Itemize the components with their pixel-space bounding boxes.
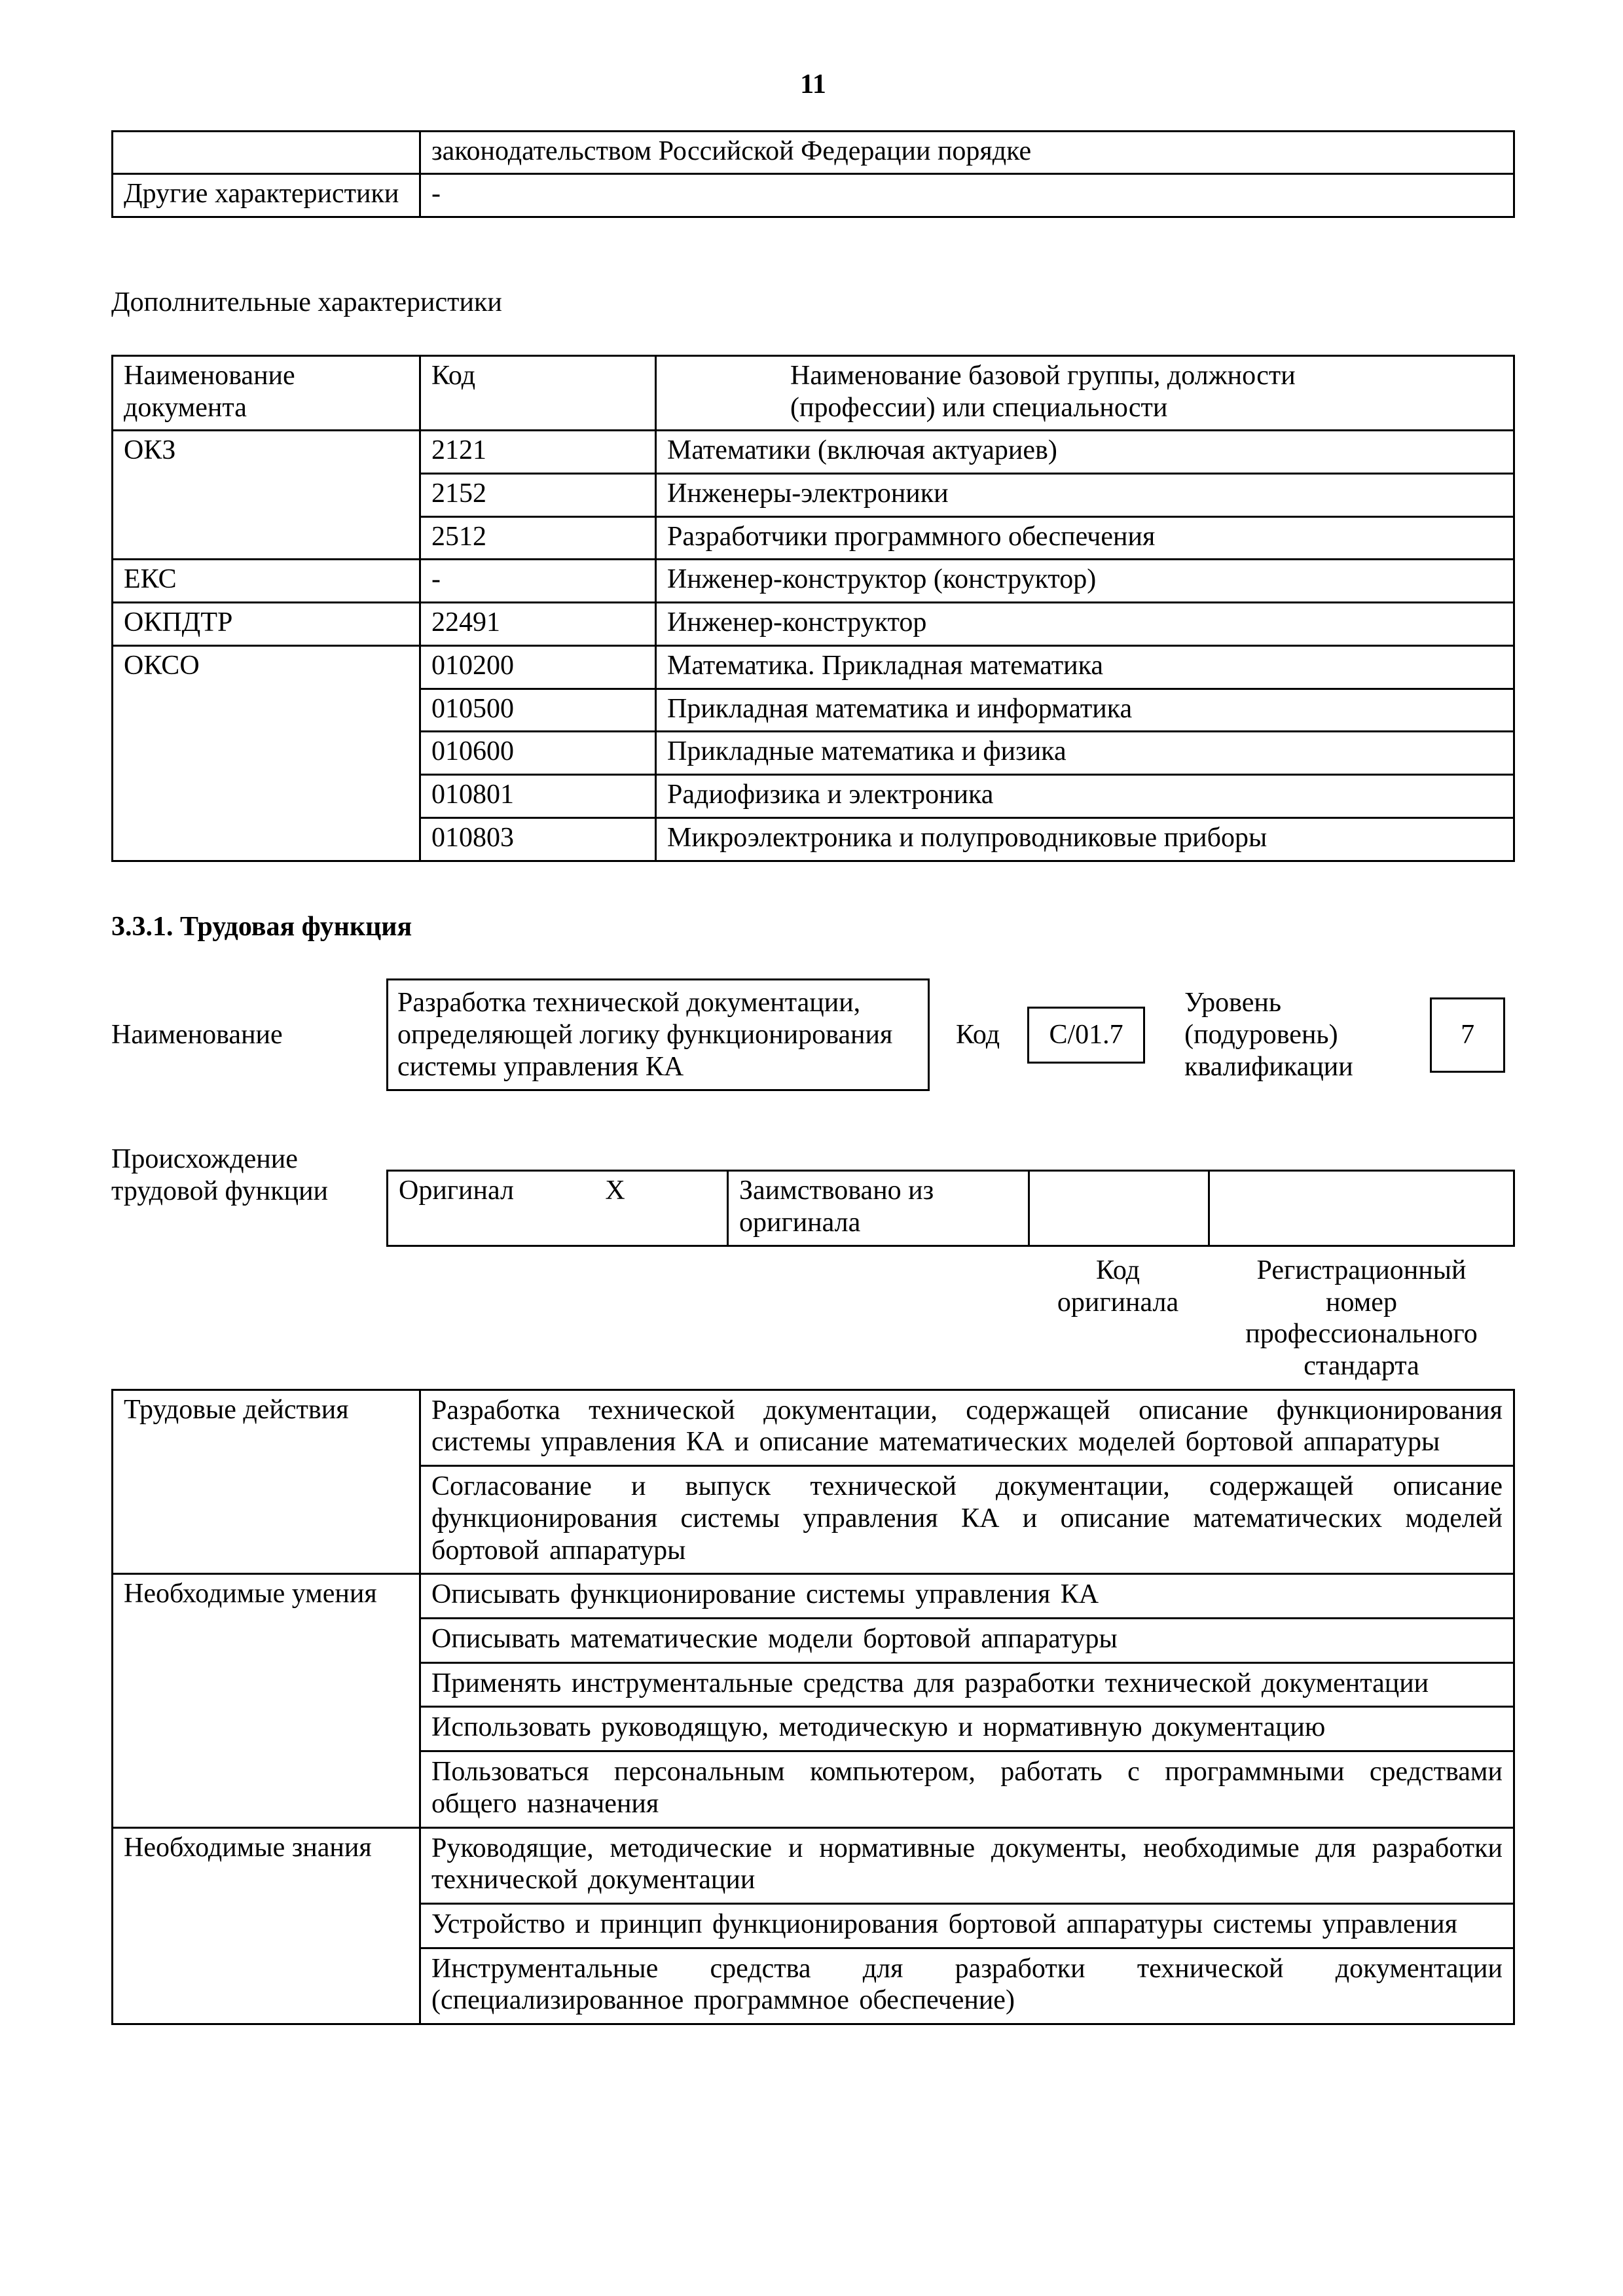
group-name-cell: Инженер-конструктор [656,603,1514,646]
table-row [113,131,1514,174]
labor-action-item: Согласование и выпуск технической документации, содержащей описание функционирования системы управления КА и описание математических моделей бортовой аппаратуры [420,1466,1514,1574]
origin-reg-caption [1208,1255,1515,1382]
function-section-label: Необходимые умения [113,1574,420,1827]
origin-original-cell [388,1171,728,1246]
table-row [113,1574,1514,1619]
code-cell: 010600 [420,732,656,775]
code-cell: - [420,560,656,603]
group-name-cell: Прикладная математика и информатика [656,689,1514,732]
carry-value-cell: - [420,174,1514,217]
origin-original-label: Оригинал [399,1175,514,1206]
labor-action-item: Разработка технической документации, содержащей описание функционирования системы управления КА и описание математических моделей бортовой аппаратуры [420,1390,1514,1465]
code-cell: 010803 [420,817,656,861]
table-row [113,1827,1514,1903]
header-group-name [656,355,1514,430]
carry-label-cell: Другие характеристики [113,174,420,217]
required-knowledge-item: Инструментальные средства для разработки технической документации (специализированное программное обеспечение) [420,1948,1514,2024]
group-name-cell: Микроэлектроника и полупроводниковые приборы [656,817,1514,861]
code-cell: 2152 [420,474,656,517]
group-name-cell: Разработчики программного обеспечения [656,516,1514,560]
doc-name-cell: ОКСО [113,645,420,861]
origin-reg-cell [1209,1171,1514,1246]
doc-name-cell: ОКПДТР [113,603,420,646]
header-doc-name: Наименование документа [113,355,420,430]
function-section-label: Трудовые действия [113,1390,420,1574]
doc-name-cell: ЕКС [113,560,420,603]
table-header-row [113,355,1514,430]
labor-functions-table [111,1389,1515,2026]
group-name-cell: Математики (включая актуариев) [656,431,1514,474]
function-section-label: Необходимые знания [113,1827,420,2024]
origin-code-caption-text: Код оригинала [1057,1255,1179,1318]
carry-empty-cell [113,131,420,174]
origin-reg-caption-text: Регистрационный номер профессионального стандарта [1245,1255,1478,1381]
carryover-characteristics-table [111,130,1515,218]
group-name-cell: Инженер-конструктор (конструктор) [656,560,1514,603]
table-row [388,1171,1514,1246]
header-group-name-text: Наименование базовой группы, должности (профессии) или специальности [790,360,1296,423]
function-code-label: Код [956,1019,1000,1050]
origin-original-inner [399,1175,716,1207]
required-skill-item: Описывать математические модели бортовой аппаратуры [420,1619,1514,1663]
origin-original-mark: X [605,1175,625,1206]
qualification-level-label: Уровень (подуровень) квалификации [1184,988,1353,1082]
origin-label: Происхождение трудовой функции [111,1144,329,1207]
function-name-row [111,978,1515,1091]
function-name-value: Разработка технической документации, определяющей логику функционирования системы управления КА [386,978,930,1091]
code-cell: 22491 [420,603,656,646]
required-knowledge-item: Устройство и принцип функционирования бортовой аппаратуры системы управления [420,1904,1514,1948]
origin-table [386,1170,1515,1246]
required-skill-item: Описывать функционирование системы управления КА [420,1574,1514,1619]
additional-characteristics-table [111,355,1515,862]
origin-captions [386,1255,1515,1382]
group-name-cell: Прикладные математика и физика [656,732,1514,775]
doc-name-cell: ОКЗ [113,431,420,560]
origin-borrowed-cell: Заимствовано из оригинала [728,1171,1029,1246]
code-cell: 2121 [420,431,656,474]
qualification-level-value: 7 [1430,997,1505,1073]
additional-characteristics-heading: Дополнительные характеристики [111,287,502,318]
origin-block [386,1143,1515,1388]
group-name-cell: Радиофизика и электроника [656,775,1514,818]
function-name-label: Наименование [111,1019,283,1050]
code-cell: 010200 [420,645,656,689]
table-row [113,174,1514,217]
table-row [113,645,1514,689]
origin-code-caption [1028,1255,1208,1382]
required-skill-item: Пользоваться персональным компьютером, работать с программными средствами общего назначения [420,1751,1514,1827]
function-code-value: С/01.7 [1027,1007,1145,1064]
code-cell: 2512 [420,516,656,560]
section-heading: 3.3.1. Трудовая функция [111,911,412,942]
group-name-cell: Инженеры-электроники [656,474,1514,517]
header-code: Код [420,355,656,430]
code-cell: 010500 [420,689,656,732]
table-row [113,560,1514,603]
origin-code-cell [1029,1171,1209,1246]
table-row [113,1390,1514,1465]
code-cell: 010801 [420,775,656,818]
required-skill-item: Использовать руководящую, методическую и нормативную документацию [420,1707,1514,1751]
origin-row [111,1143,1515,1388]
required-knowledge-item: Руководящие, методические и нормативные документы, необходимые для разработки технической документации [420,1827,1514,1903]
table-row [113,603,1514,646]
carry-continuation-cell: законодательством Российской Федерации порядке [420,131,1514,174]
table-row [113,431,1514,474]
required-skill-item: Применять инструментальные средства для разработки технической документации [420,1662,1514,1707]
caption-spacer [386,1255,1028,1382]
group-name-cell: Математика. Прикладная математика [656,645,1514,689]
page-number: 11 [800,69,826,99]
